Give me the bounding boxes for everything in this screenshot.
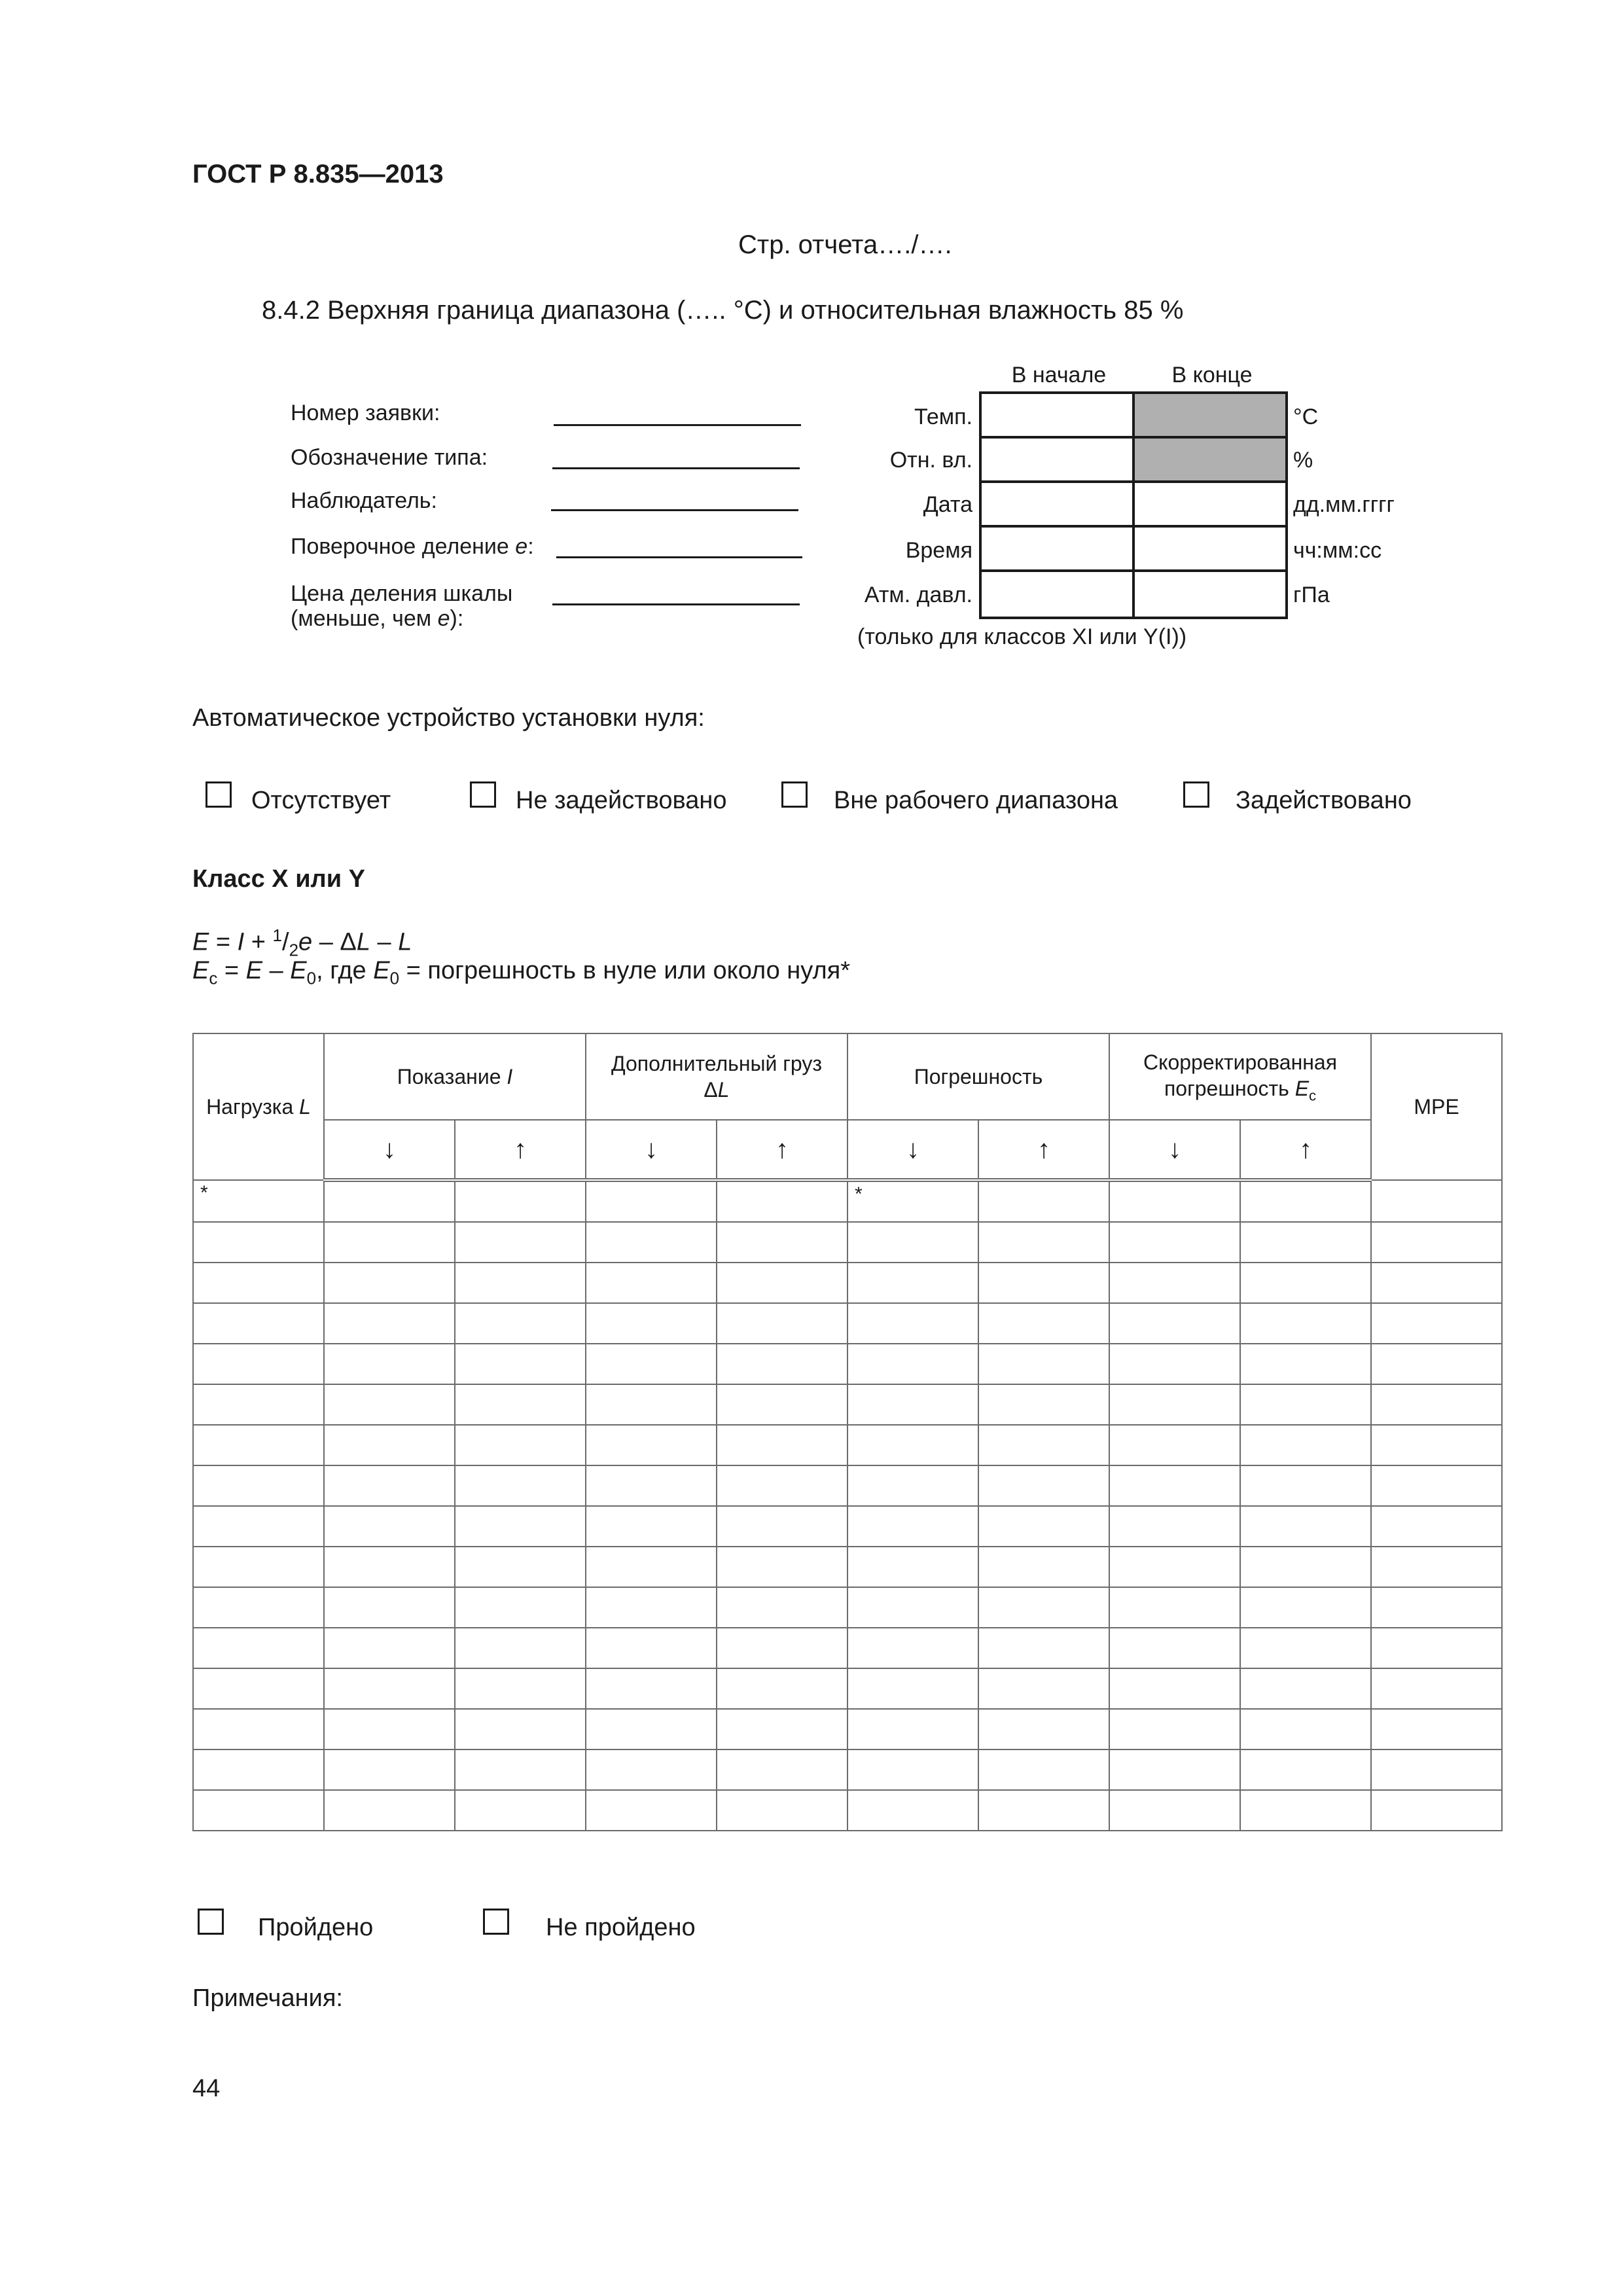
- table-cell[interactable]: [193, 1465, 324, 1506]
- table-row: [193, 1222, 1502, 1263]
- field-label-scale-interval-note: (меньше, чем e):: [291, 606, 464, 631]
- checkbox-not-engaged[interactable]: [470, 781, 496, 808]
- table-cell[interactable]: [586, 1384, 717, 1425]
- table-cell[interactable]: [717, 1425, 847, 1465]
- table-cell[interactable]: [586, 1749, 717, 1790]
- table-cell[interactable]: *: [847, 1180, 978, 1222]
- table-cell[interactable]: [1371, 1222, 1502, 1263]
- table-cell[interactable]: [1371, 1749, 1502, 1790]
- table-cell[interactable]: [978, 1344, 1109, 1384]
- table-cell[interactable]: [324, 1425, 455, 1465]
- checkbox-out-of-range[interactable]: [781, 781, 808, 808]
- table-cell[interactable]: [586, 1547, 717, 1587]
- table-cell[interactable]: [324, 1180, 455, 1222]
- table-cell[interactable]: [978, 1749, 1109, 1790]
- table-cell[interactable]: [847, 1709, 978, 1749]
- table-cell[interactable]: [1109, 1425, 1240, 1465]
- table-cell[interactable]: [978, 1587, 1109, 1628]
- checkbox-passed[interactable]: [198, 1909, 224, 1935]
- table-cell[interactable]: [1240, 1222, 1371, 1263]
- table-cell[interactable]: [978, 1547, 1109, 1587]
- table-cell[interactable]: [455, 1749, 586, 1790]
- table-cell[interactable]: [1240, 1587, 1371, 1628]
- table-cell[interactable]: [1109, 1547, 1240, 1587]
- table-row: [193, 1749, 1502, 1790]
- table-cell[interactable]: [847, 1303, 978, 1344]
- table-cell[interactable]: [717, 1384, 847, 1425]
- arrow-down-icon: ↓: [324, 1120, 455, 1180]
- table-cell[interactable]: [455, 1668, 586, 1709]
- table-row: [193, 1465, 1502, 1506]
- table-cell[interactable]: [324, 1384, 455, 1425]
- table-cell[interactable]: [1371, 1263, 1502, 1303]
- table-cell[interactable]: [717, 1180, 847, 1222]
- env-cell-pressure-end[interactable]: [1132, 569, 1288, 619]
- arrow-up-icon: ↑: [455, 1120, 586, 1180]
- table-cell[interactable]: [847, 1547, 978, 1587]
- env-unit-time: чч:мм:сс: [1293, 538, 1382, 563]
- table-cell[interactable]: [978, 1465, 1109, 1506]
- table-cell[interactable]: [193, 1709, 324, 1749]
- checkbox-engaged-label: Задействовано: [1236, 787, 1412, 814]
- table-cell[interactable]: [455, 1303, 586, 1344]
- table-cell[interactable]: [455, 1790, 586, 1831]
- table-row: [193, 1384, 1502, 1425]
- env-label-humidity: Отн. вл.: [889, 448, 972, 473]
- table-cell[interactable]: [717, 1709, 847, 1749]
- env-cell-humidity-end: [1132, 436, 1288, 483]
- arrow-down-icon: ↓: [586, 1120, 717, 1180]
- table-cell[interactable]: [1371, 1790, 1502, 1831]
- env-cell-temp-end: [1132, 391, 1288, 439]
- table-cell[interactable]: [847, 1344, 978, 1384]
- table-cell[interactable]: [1240, 1628, 1371, 1668]
- table-cell[interactable]: [586, 1303, 717, 1344]
- table-cell[interactable]: [1109, 1668, 1240, 1709]
- table-row: [193, 1587, 1502, 1628]
- env-col-start: В начале: [1011, 363, 1107, 387]
- notes-label: Примечания:: [192, 1984, 343, 2012]
- table-cell[interactable]: [324, 1344, 455, 1384]
- arrow-up-icon: ↑: [717, 1120, 847, 1180]
- env-label-time: Время: [905, 538, 972, 563]
- table-cell[interactable]: [586, 1465, 717, 1506]
- table-cell[interactable]: [1240, 1384, 1371, 1425]
- table-cell[interactable]: [455, 1344, 586, 1384]
- table-cell[interactable]: [717, 1547, 847, 1587]
- table-cell[interactable]: [193, 1668, 324, 1709]
- table-cell[interactable]: [1109, 1749, 1240, 1790]
- table-cell[interactable]: [717, 1344, 847, 1384]
- table-row: [193, 1425, 1502, 1465]
- table-row: [193, 1506, 1502, 1547]
- table-cell[interactable]: [1240, 1668, 1371, 1709]
- field-label-scale-interval: Цена деления шкалы: [291, 581, 513, 606]
- table-cell[interactable]: [1240, 1547, 1371, 1587]
- table-cell[interactable]: [586, 1344, 717, 1384]
- table-cell[interactable]: [1371, 1506, 1502, 1547]
- field-line-application-number[interactable]: [554, 424, 801, 426]
- table-cell[interactable]: [324, 1263, 455, 1303]
- table-cell[interactable]: [1371, 1303, 1502, 1344]
- table-cell[interactable]: [586, 1263, 717, 1303]
- table-cell[interactable]: [455, 1506, 586, 1547]
- checkbox-absent-label: Отсутствует: [251, 787, 391, 814]
- table-cell[interactable]: [1109, 1506, 1240, 1547]
- header-extra-weight: Дополнительный груз ΔL: [586, 1033, 847, 1120]
- table-cell[interactable]: [586, 1506, 717, 1547]
- checkbox-passed-label: Пройдено: [258, 1914, 374, 1941]
- table-cell[interactable]: [1109, 1263, 1240, 1303]
- env-unit-date: дд.мм.гггг: [1293, 492, 1395, 517]
- table-cell[interactable]: [324, 1506, 455, 1547]
- table-cell[interactable]: [455, 1384, 586, 1425]
- field-label-observer: Наблюдатель:: [291, 488, 437, 513]
- table-cell[interactable]: [847, 1465, 978, 1506]
- table-row: [193, 1709, 1502, 1749]
- env-unit-humidity: %: [1293, 448, 1313, 473]
- table-cell[interactable]: [193, 1222, 324, 1263]
- table-cell[interactable]: [717, 1263, 847, 1303]
- table-cell[interactable]: [717, 1668, 847, 1709]
- table-cell[interactable]: [1109, 1344, 1240, 1384]
- table-cell[interactable]: [1240, 1263, 1371, 1303]
- table-cell[interactable]: [847, 1263, 978, 1303]
- field-label-type-designation: Обозначение типа:: [291, 445, 488, 470]
- table-cell[interactable]: [324, 1790, 455, 1831]
- table-cell[interactable]: [1371, 1425, 1502, 1465]
- field-line-type-designation[interactable]: [552, 467, 800, 469]
- table-cell[interactable]: [1240, 1709, 1371, 1749]
- section-title: 8.4.2 Верхняя граница диапазона (….. °С) и относительная влажность 85 %: [262, 296, 1184, 325]
- env-label-date: Дата: [923, 492, 972, 517]
- table-cell[interactable]: [586, 1587, 717, 1628]
- table-cell[interactable]: [455, 1263, 586, 1303]
- table-cell[interactable]: [847, 1506, 978, 1547]
- table-cell[interactable]: [847, 1790, 978, 1831]
- table-cell[interactable]: [455, 1547, 586, 1587]
- table-cell[interactable]: [978, 1668, 1109, 1709]
- arrow-up-icon: ↑: [1240, 1120, 1371, 1180]
- env-unit-pressure: гПа: [1293, 583, 1330, 607]
- table-cell[interactable]: [1371, 1668, 1502, 1709]
- table-cell[interactable]: [193, 1303, 324, 1344]
- table-cell[interactable]: [193, 1384, 324, 1425]
- document-code: ГОСТ Р 8.835—2013: [192, 160, 444, 188]
- env-cell-humidity-start[interactable]: [979, 436, 1135, 483]
- table-cell[interactable]: [586, 1628, 717, 1668]
- checkbox-failed[interactable]: [483, 1909, 509, 1935]
- table-cell[interactable]: [1109, 1709, 1240, 1749]
- table-cell[interactable]: [586, 1425, 717, 1465]
- table-cell[interactable]: [1371, 1384, 1502, 1425]
- table-cell[interactable]: [193, 1547, 324, 1587]
- page-number: 44: [192, 2075, 221, 2102]
- env-col-end: В конце: [1171, 363, 1253, 387]
- table-cell[interactable]: [1109, 1303, 1240, 1344]
- table-cell[interactable]: [1240, 1180, 1371, 1222]
- table-cell[interactable]: [978, 1790, 1109, 1831]
- table-cell[interactable]: [1371, 1344, 1502, 1384]
- arrow-down-icon: ↓: [1109, 1120, 1240, 1180]
- table-cell[interactable]: [1109, 1384, 1240, 1425]
- table-cell[interactable]: [1109, 1790, 1240, 1831]
- table-cell[interactable]: [324, 1547, 455, 1587]
- table-cell[interactable]: [717, 1303, 847, 1344]
- table-cell[interactable]: [1371, 1628, 1502, 1668]
- table-cell[interactable]: [847, 1668, 978, 1709]
- checkbox-failed-label: Не пройдено: [546, 1914, 696, 1941]
- table-row: [193, 1547, 1502, 1587]
- field-label-verification-division: Поверочное деление e:: [291, 534, 534, 559]
- table-cell[interactable]: [193, 1790, 324, 1831]
- field-line-verification-division[interactable]: [556, 556, 802, 558]
- table-cell[interactable]: [193, 1749, 324, 1790]
- table-cell[interactable]: [455, 1709, 586, 1749]
- header-corrected-error: Скорректированная погрешность $E_c$: [1109, 1033, 1371, 1120]
- class-title: Класс X или Y: [192, 865, 365, 893]
- table-cell[interactable]: [455, 1628, 586, 1668]
- table-cell[interactable]: [324, 1628, 455, 1668]
- table-cell[interactable]: [978, 1709, 1109, 1749]
- table-cell[interactable]: [847, 1628, 978, 1668]
- arrow-down-icon: ↓: [847, 1120, 978, 1180]
- table-cell[interactable]: [978, 1384, 1109, 1425]
- table-row: [193, 1628, 1502, 1668]
- table-cell[interactable]: [1109, 1465, 1240, 1506]
- table-cell[interactable]: [717, 1628, 847, 1668]
- table-cell[interactable]: [455, 1222, 586, 1263]
- table-cell[interactable]: [1240, 1465, 1371, 1506]
- field-line-observer[interactable]: [551, 509, 798, 511]
- env-cell-date-start[interactable]: [979, 480, 1135, 528]
- env-cell-date-end[interactable]: [1132, 480, 1288, 528]
- table-cell[interactable]: [193, 1263, 324, 1303]
- formula-line-2: $E_c = E - E_0$, где $E_0$ = погрешность в нуле или около нуля*: [192, 957, 850, 988]
- table-cell[interactable]: [586, 1709, 717, 1749]
- table-cell[interactable]: [717, 1506, 847, 1547]
- table-cell[interactable]: [324, 1303, 455, 1344]
- table-cell[interactable]: [455, 1465, 586, 1506]
- table-cell[interactable]: [455, 1180, 586, 1222]
- table-cell[interactable]: [847, 1222, 978, 1263]
- table-cell[interactable]: [455, 1587, 586, 1628]
- table-cell[interactable]: [324, 1465, 455, 1506]
- table-cell[interactable]: [847, 1425, 978, 1465]
- table-cell[interactable]: [193, 1344, 324, 1384]
- table-cell[interactable]: [193, 1506, 324, 1547]
- table-cell[interactable]: [1240, 1790, 1371, 1831]
- table-cell[interactable]: [455, 1425, 586, 1465]
- table-cell[interactable]: [1371, 1547, 1502, 1587]
- results-table: [192, 1033, 1503, 1831]
- table-cell[interactable]: [1109, 1222, 1240, 1263]
- table-cell[interactable]: [717, 1465, 847, 1506]
- table-row: [193, 1263, 1502, 1303]
- env-label-temp: Темп.: [914, 404, 972, 429]
- table-cell[interactable]: [324, 1709, 455, 1749]
- header-error: Погрешность: [847, 1033, 1109, 1120]
- table-cell[interactable]: [1240, 1303, 1371, 1344]
- env-cell-pressure-start[interactable]: [979, 569, 1135, 619]
- table-cell[interactable]: [586, 1180, 717, 1222]
- env-cell-time-start[interactable]: [979, 525, 1135, 572]
- env-note: (только для классов XI или Y(I)): [857, 624, 1187, 649]
- table-cell[interactable]: [324, 1222, 455, 1263]
- header-load: Нагрузка L: [193, 1033, 324, 1180]
- table-cell[interactable]: [586, 1790, 717, 1831]
- table-cell[interactable]: [324, 1668, 455, 1709]
- arrow-up-icon: ↑: [978, 1120, 1109, 1180]
- checkbox-absent[interactable]: [205, 781, 232, 808]
- table-row: [193, 1668, 1502, 1709]
- table-cell[interactable]: [193, 1628, 324, 1668]
- table-cell[interactable]: [586, 1222, 717, 1263]
- table-cell[interactable]: [717, 1222, 847, 1263]
- table-cell[interactable]: [978, 1303, 1109, 1344]
- table-row: [193, 1180, 1502, 1222]
- header-mpe: MPE: [1371, 1033, 1502, 1180]
- table-cell[interactable]: [1109, 1180, 1240, 1222]
- env-unit-temp: °C: [1293, 404, 1319, 429]
- table-cell[interactable]: [1109, 1587, 1240, 1628]
- table-row: [193, 1790, 1502, 1831]
- checkbox-out-of-range-label: Вне рабочего диапазона: [834, 787, 1118, 814]
- table-cell[interactable]: [324, 1749, 455, 1790]
- table-cell[interactable]: [717, 1790, 847, 1831]
- table-cell[interactable]: *: [193, 1180, 324, 1222]
- header-reading: Показание I: [324, 1033, 586, 1120]
- env-cell-time-end[interactable]: [1132, 525, 1288, 572]
- table-row: [193, 1344, 1502, 1384]
- table-cell[interactable]: [978, 1425, 1109, 1465]
- table-cell[interactable]: [193, 1587, 324, 1628]
- formula-line-1: $E = I + ^1/_2e - \Delta L - L$: [192, 925, 412, 960]
- table-cell[interactable]: [717, 1587, 847, 1628]
- table-cell[interactable]: [847, 1384, 978, 1425]
- table-cell[interactable]: [978, 1506, 1109, 1547]
- checkbox-not-engaged-label: Не задействовано: [516, 787, 727, 814]
- env-label-pressure: Атм. давл.: [864, 583, 972, 607]
- table-cell[interactable]: [847, 1749, 978, 1790]
- checkbox-engaged[interactable]: [1183, 781, 1209, 808]
- table-cell[interactable]: [978, 1628, 1109, 1668]
- table-cell[interactable]: [1240, 1506, 1371, 1547]
- table-cell[interactable]: [586, 1668, 717, 1709]
- table-cell[interactable]: [978, 1263, 1109, 1303]
- table-cell[interactable]: [1240, 1425, 1371, 1465]
- table-cell[interactable]: [717, 1749, 847, 1790]
- field-line-scale-interval[interactable]: [552, 603, 800, 605]
- table-cell[interactable]: [1371, 1587, 1502, 1628]
- field-label-application-number: Номер заявки:: [291, 401, 440, 425]
- zero-device-title: Автоматическое устройство установки нуля:: [192, 704, 705, 732]
- report-page-counter: Стр. отчета…./….: [738, 230, 952, 259]
- table-cell[interactable]: [1240, 1344, 1371, 1384]
- env-cell-temp-start[interactable]: [979, 391, 1135, 439]
- table-row: [193, 1303, 1502, 1344]
- table-cell[interactable]: [978, 1180, 1109, 1222]
- table-cell[interactable]: [1109, 1628, 1240, 1668]
- table-cell[interactable]: [1240, 1749, 1371, 1790]
- table-cell[interactable]: [324, 1587, 455, 1628]
- table-cell[interactable]: [1371, 1465, 1502, 1506]
- table-cell[interactable]: [847, 1587, 978, 1628]
- table-cell[interactable]: [1371, 1180, 1502, 1222]
- table-cell[interactable]: [193, 1425, 324, 1465]
- table-cell[interactable]: [978, 1222, 1109, 1263]
- table-cell[interactable]: [1371, 1709, 1502, 1749]
